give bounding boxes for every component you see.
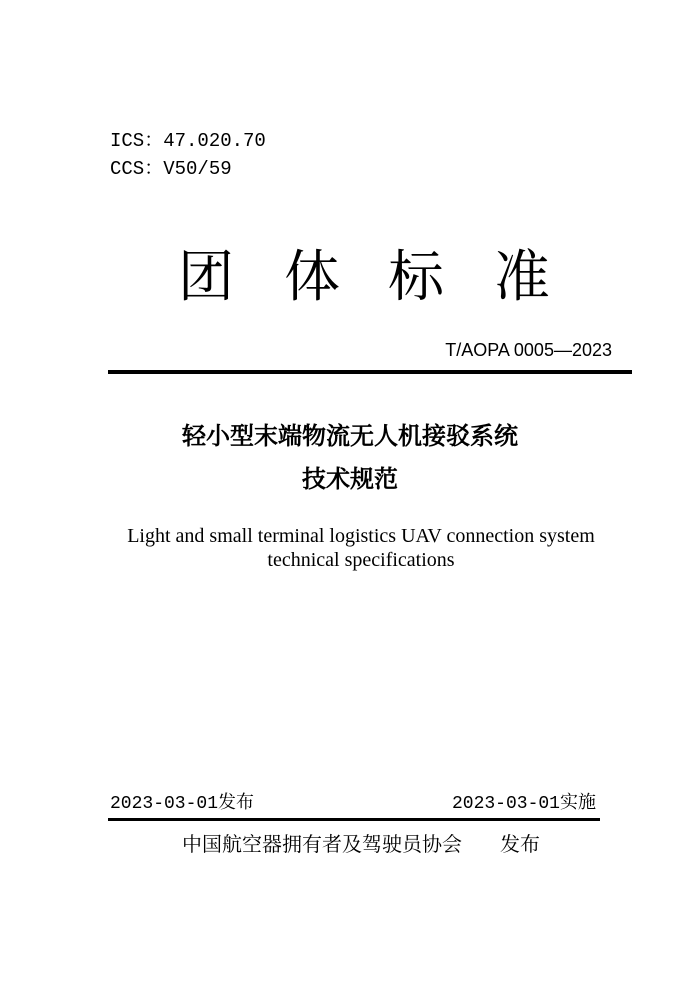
standard-category-heading (0, 240, 700, 320)
top-divider (108, 370, 632, 374)
implement-date-value: 2023-03-01 (451, 794, 560, 814)
standard-number: T/AOPA 0005—2023 (445, 340, 612, 360)
issuer-action: 发布 (500, 832, 540, 856)
ics-code: ICS：47.020.70 (110, 130, 266, 152)
category-char: 团 (178, 245, 234, 310)
chinese-title-line-1: 轻小型末端物流无人机接驳系统 (182, 421, 518, 450)
bottom-divider (108, 818, 600, 821)
ccs-code: CCS：V50/59 (110, 158, 232, 180)
implement-date (452, 790, 596, 817)
category-char: 体 (284, 245, 340, 310)
category-char: 标 (388, 245, 444, 310)
issuer-name: 中国航空器拥有者及驾驶员协会 (182, 832, 462, 856)
english-title-line-1: Light and small terminal logistics UAV connection system (127, 525, 595, 547)
implement-date-label: 实施 (560, 792, 596, 813)
english-title-line-2: technical specifications (267, 549, 455, 571)
publish-date-label: 发布 (218, 792, 255, 813)
publish-date (110, 790, 254, 817)
chinese-title-line-2: 技术规范 (302, 464, 398, 493)
publish-date-value: 2023-03-01 (110, 794, 219, 814)
category-char: 准 (494, 245, 550, 310)
